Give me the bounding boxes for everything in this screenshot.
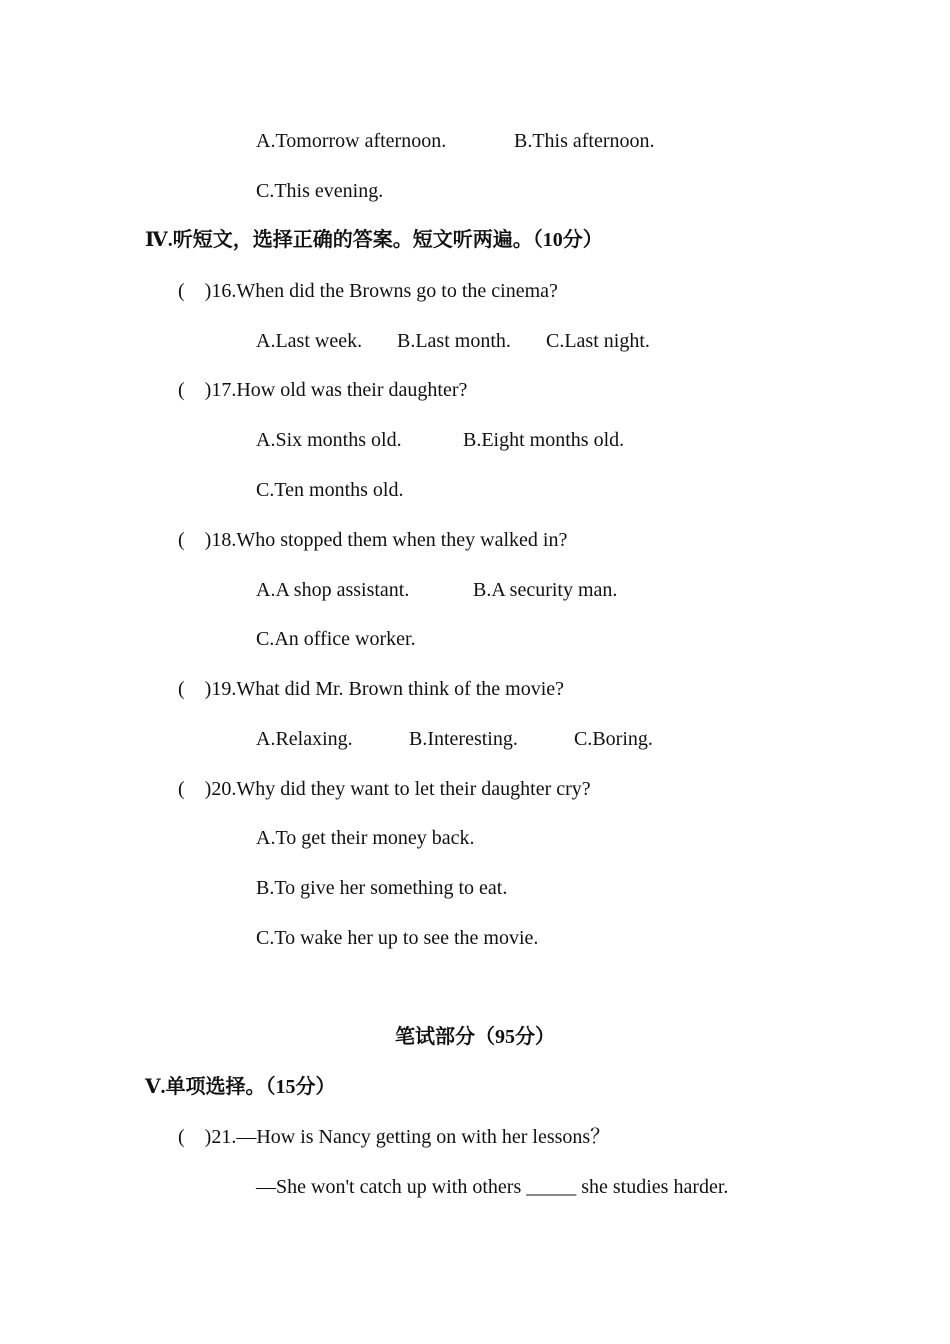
q17-option-c: C.Ten months old. bbox=[256, 479, 404, 501]
question-16-stem: ( )16.When did the Browns go to the cinema? bbox=[178, 280, 558, 302]
question-18-stem: ( )18.Who stopped them when they walked in? bbox=[178, 529, 568, 551]
q18-option-b: B.A security man. bbox=[473, 579, 618, 601]
option-c: C.This evening. bbox=[256, 180, 384, 202]
question-17-stem: ( )17.How old was their daughter? bbox=[178, 379, 468, 401]
section-5-title: Ⅴ.单项选择。（15分） bbox=[145, 1076, 336, 1098]
q19-option-c: C.Boring. bbox=[574, 728, 653, 750]
q20-option-b: B.To give her something to eat. bbox=[256, 877, 508, 899]
written-part-title: 笔试部分（95分） bbox=[395, 1026, 555, 1048]
q18-option-c: C.An office worker. bbox=[256, 628, 416, 650]
option-b: B.This afternoon. bbox=[514, 130, 655, 152]
q19-option-a: A.Relaxing. bbox=[256, 728, 353, 750]
q20-option-a: A.To get their money back. bbox=[256, 827, 475, 849]
question-21-line2: —She won't catch up with others _____ she studies harder. bbox=[256, 1176, 729, 1198]
option-a: A.Tomorrow afternoon. bbox=[256, 130, 447, 152]
q16-option-c: C.Last night. bbox=[546, 330, 650, 352]
question-20-stem: ( )20.Why did they want to let their daughter cry? bbox=[178, 778, 591, 800]
question-21-stem: ( )21.—How is Nancy getting on with her lessons？ bbox=[178, 1126, 611, 1148]
section-4-title: Ⅳ.听短文，选择正确的答案。短文听两遍。（10分） bbox=[145, 229, 603, 251]
q19-option-b: B.Interesting. bbox=[409, 728, 518, 750]
q16-option-a: A.Last week. bbox=[256, 330, 363, 352]
q18-option-a: A.A shop assistant. bbox=[256, 579, 410, 601]
q17-option-a: A.Six months old. bbox=[256, 429, 402, 451]
q20-option-c: C.To wake her up to see the movie. bbox=[256, 927, 539, 949]
q16-option-b: B.Last month. bbox=[397, 330, 511, 352]
question-19-stem: ( )19.What did Mr. Brown think of the movie? bbox=[178, 678, 565, 700]
q17-option-b: B.Eight months old. bbox=[463, 429, 625, 451]
